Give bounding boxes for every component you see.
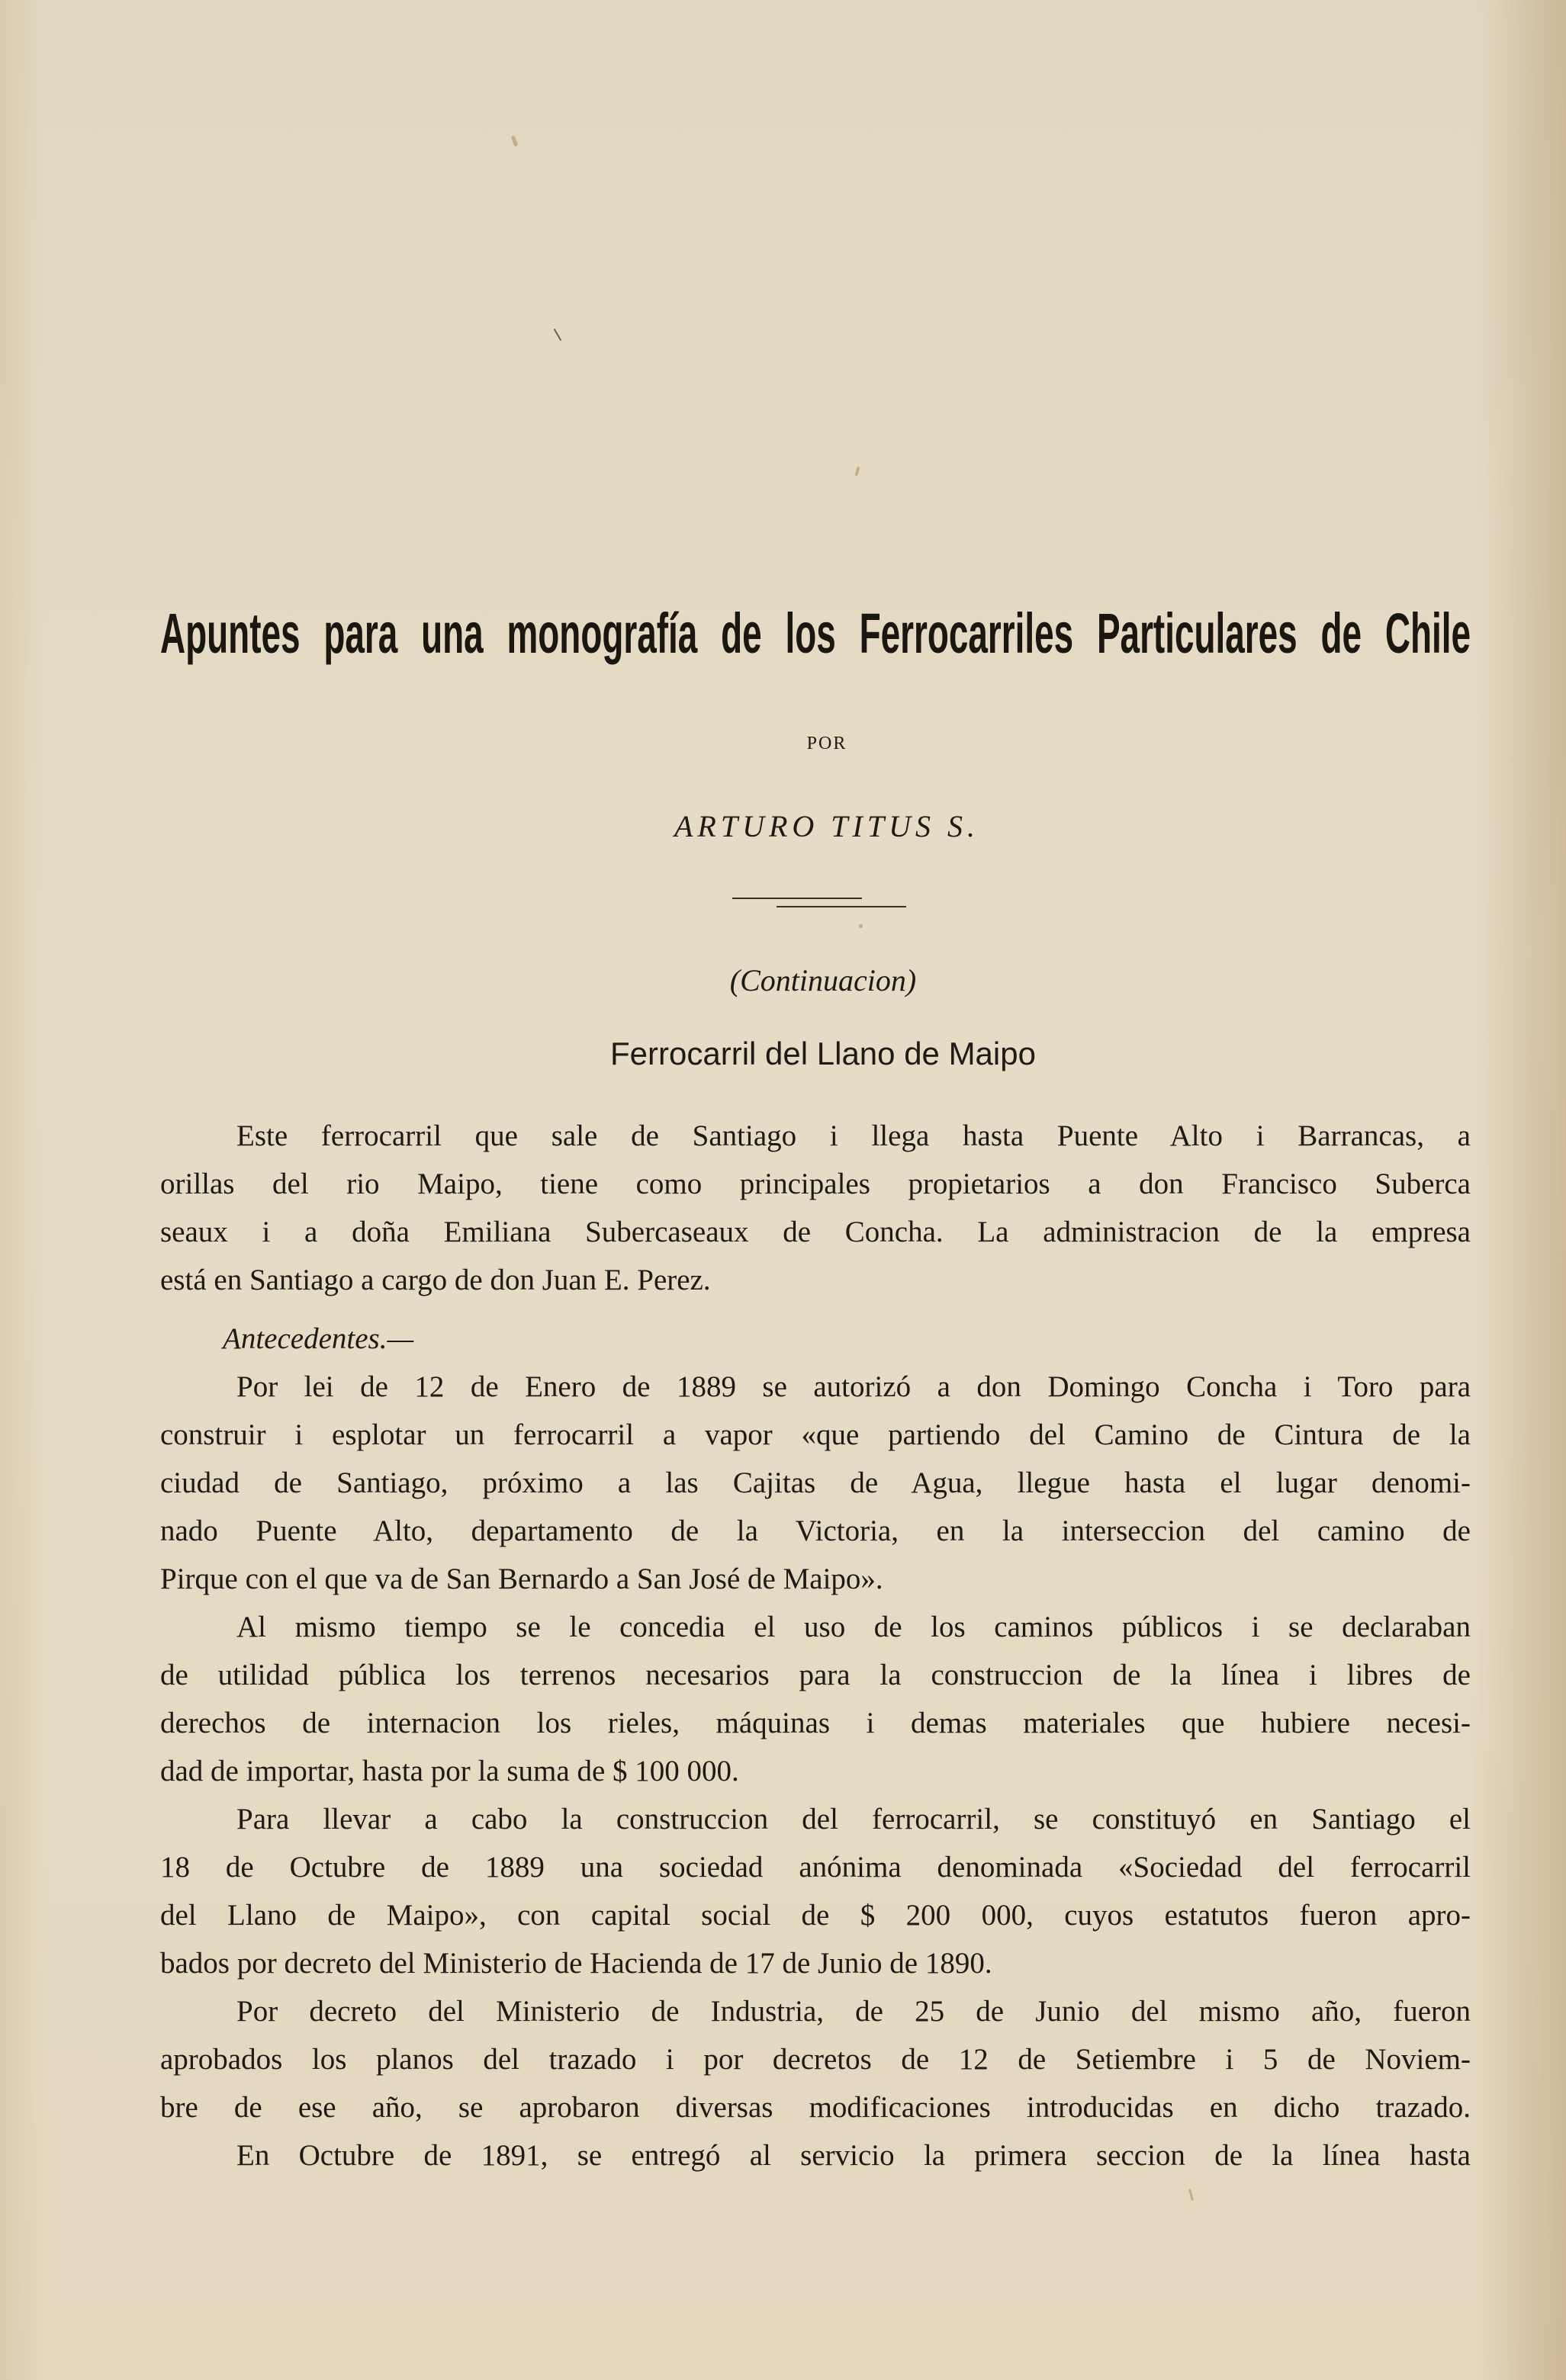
author-name: ARTURO TITUS S.: [674, 809, 980, 843]
text-line: Para llevar a cabo la construccion del ferrocarril, se constituyó en Santiago el: [236, 1803, 1471, 1836]
text-line: nado Puente Alto, departamento de la Victoria, en la interseccion del camino de: [160, 1514, 1471, 1547]
text-line: Por lei de 12 de Enero de 1889 se autorizó a don Domingo Concha i Toro para: [236, 1370, 1471, 1403]
text-line: dad de importar, hasta por la suma de $ 100 000.: [160, 1755, 739, 1787]
paper-fleck: [554, 329, 562, 342]
continuation-note: (Continuacion): [729, 963, 917, 997]
text-line: derechos de internacion los rieles, máquinas i demas materiales que hubiere necesi-: [160, 1707, 1471, 1739]
text-line: bre de ese año, se aprobaron diversas modificaciones introducidas en dicho trazado.: [160, 2091, 1471, 2124]
paragraph: [160, 2131, 1471, 2179]
decorative-rule-lower: [777, 906, 906, 907]
text-line: bados por decreto del Ministerio de Hacienda de 17 de Junio de 1890.: [160, 1947, 992, 1980]
paragraph: [160, 1363, 1471, 1603]
text-line: ciudad de Santiago, próximo a las Cajitas de Agua, llegue hasta el lugar denomi-: [160, 1466, 1471, 1499]
body-text: [160, 1112, 1471, 2179]
section-heading: Ferrocarril del Llano de Maipo: [610, 1036, 1036, 1071]
text-line: del Llano de Maipo», con capital social de $ 200 000, cuyos estatutos fueron apro-: [160, 1899, 1471, 1932]
article-title: [160, 601, 1471, 666]
paragraph: [160, 1112, 1471, 1304]
text-line: seaux i a doña Emiliana Subercaseaux de Concha. La administracion de la empresa: [160, 1216, 1471, 1248]
text-line: Pirque con el que va de San Bernardo a San José de Maipo».: [160, 1563, 883, 1595]
paragraph: [160, 1603, 1471, 1795]
text-line: de utilidad pública los terrenos necesarios para la construccion de la línea i libres de: [160, 1659, 1471, 1691]
decorative-rule-upper: [732, 898, 862, 899]
paper-fleck: [859, 924, 863, 928]
text-line: construir i esplotar un ferrocarril a vapor «que partiendo del Camino de Cintura de la: [160, 1418, 1471, 1451]
paper-fleck: [855, 467, 860, 477]
paragraph: [160, 1987, 1471, 2131]
text-line: Al mismo tiempo se le concedia el uso de los caminos públicos i se declaraban: [236, 1611, 1471, 1643]
paragraph: [160, 1795, 1471, 1987]
text-line: orillas del rio Maipo, tiene como principales propietarios a don Francisco Suberca: [160, 1168, 1471, 1200]
text-line: aprobados los planos del trazado i por decretos de 12 de Setiembre i 5 de Noviem-: [160, 2043, 1471, 2076]
text-line: Este ferrocarril que sale de Santiago i llega hasta Puente Alto i Barrancas, a: [236, 1119, 1471, 1152]
paper-fleck: [1188, 2189, 1194, 2201]
article-title-text: Apuntes para una monografía de los Ferrocarriles Particulares de Chile: [160, 602, 1471, 665]
text-line: En Octubre de 1891, se entregó al servicio la primera seccion de la línea hasta: [236, 2139, 1471, 2172]
text-line: Por decreto del Ministerio de Industria, de 25 de Junio del mismo año, fueron: [236, 1995, 1471, 2028]
byline-label: POR: [806, 734, 847, 753]
text-line: 18 de Octubre de 1889 una sociedad anónima denominada «Sociedad del ferrocarril: [160, 1851, 1471, 1884]
paper-fleck: [511, 136, 518, 147]
subsection-heading: Antecedentes.—: [223, 1322, 414, 1355]
text-line: está en Santiago a cargo de don Juan E. Perez.: [160, 1264, 711, 1296]
